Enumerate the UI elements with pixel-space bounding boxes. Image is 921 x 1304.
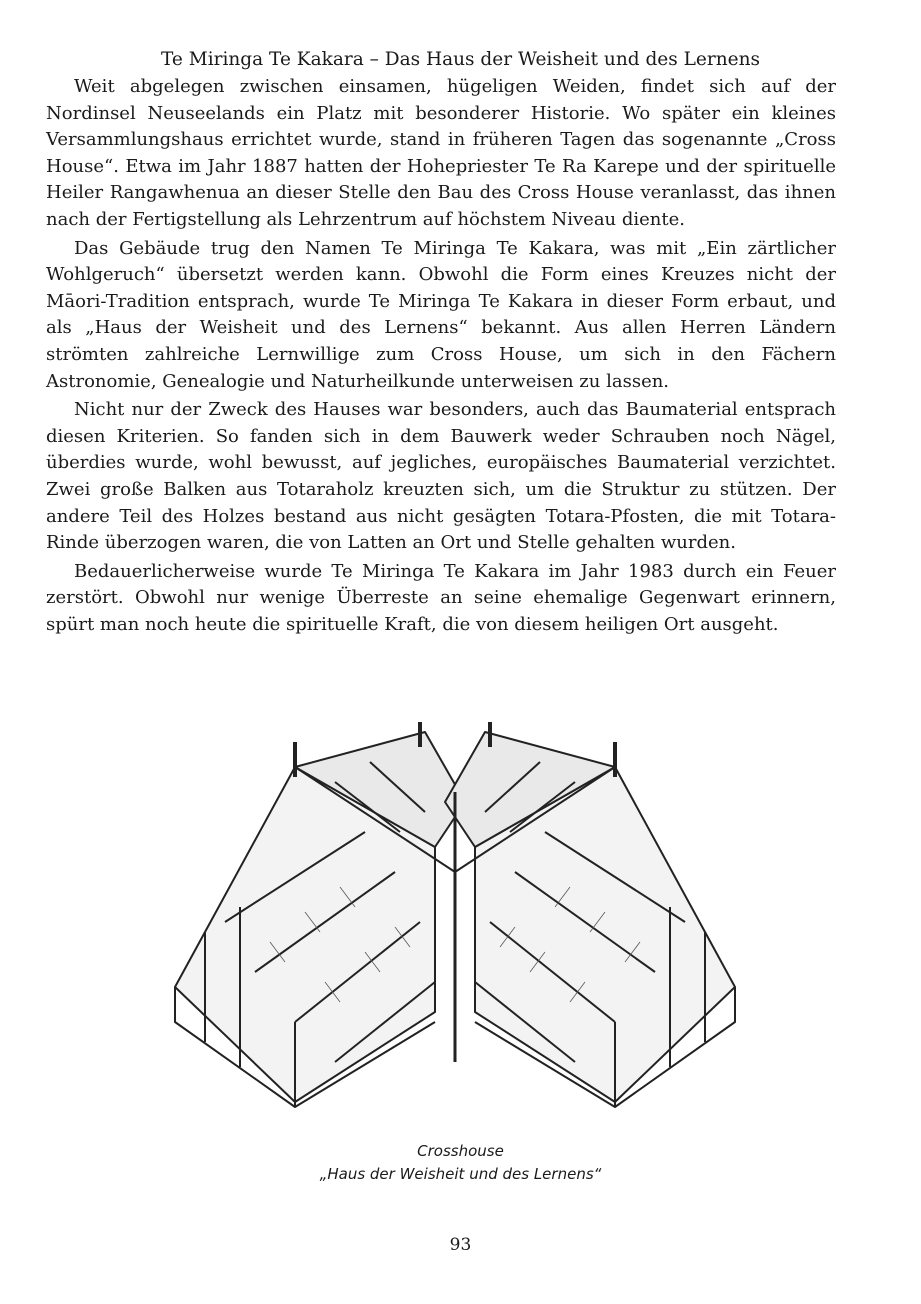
- paragraph-1: Weit abgelegen zwischen einsamen, hügeligen Weiden, findet sich auf der Nordinsel Neuseelands ein Platz mit besonderer Historie. Wo später ein kleines Versammlungshaus errichtet wurde, stand in früheren Tagen das sogenannte „Cross House“. Etwa im Jahr 1887 hatten der Hohepriester Te Ra Karepe und der spirituelle Heiler Rangawhenua an dieser Stelle den Bau des Cross House veranlasst, das ihnen nach der Fertigstellung als Lehrzentrum auf höchstem Niveau diente.: [46, 76, 836, 230]
- page-title: Te Miringa Te Kakara – Das Haus der Weisheit und des Lernens: [161, 49, 760, 70]
- crosshouse-illustration: [165, 722, 745, 1112]
- paragraph-2: Das Gebäude trug den Namen Te Miringa Te Kakara, was mit „Ein zärtlicher Wohlgeruch“ übersetzt werden kann. Obwohl die Form eines Kreuzes nicht der Māori-Tradition entsprach, wurde Te Miringa Te Kakara in dieser Form erbaut, und als „Haus der Weisheit und des Lernens“ bekannt. Aus allen Herren Ländern strömten zahlreiche Lernwillige zum Cross House, um sich in den Fächern Astronomie, Genealogie und Naturheilkunde unterweisen zu lassen.: [46, 237, 836, 392]
- page-number: 93: [449, 1235, 472, 1255]
- figure-caption: [0, 1140, 921, 1186]
- paragraph-4: Bedauerlicherweise wurde Te Miringa Te Kakara im Jahr 1983 durch ein Feuer zerstört. Obwohl nur wenige Überreste an seine ehemalige Gegenwart erinnern, spürt man noch heute die spirituelle Kraft, die von diesem heiligen Ort ausgeht.: [46, 560, 836, 635]
- paragraph-3: Nicht nur der Zweck des Hauses war besonders, auch das Baumaterial entsprach diesen Kriterien. So fanden sich in dem Bauwerk weder Schrauben noch Nägel, überdies wurde, wohl bewusst, auf jegliches, europäisches Baumaterial verzichtet. Zwei große Balken aus Totaraholz kreuzten sich, um die Struktur zu stützen. Der andere Teil des Holzes bestand aus nicht gesägten Totara-Pfosten, die mit Totara-Rinde überzogen waren, die von Latten an Ort und Stelle gehalten wurden.: [46, 399, 836, 554]
- caption-line-2: „Haus der Weisheit und des Lernens“: [319, 1165, 602, 1183]
- caption-line-1: Crosshouse: [417, 1142, 504, 1160]
- body-text: [46, 74, 836, 640]
